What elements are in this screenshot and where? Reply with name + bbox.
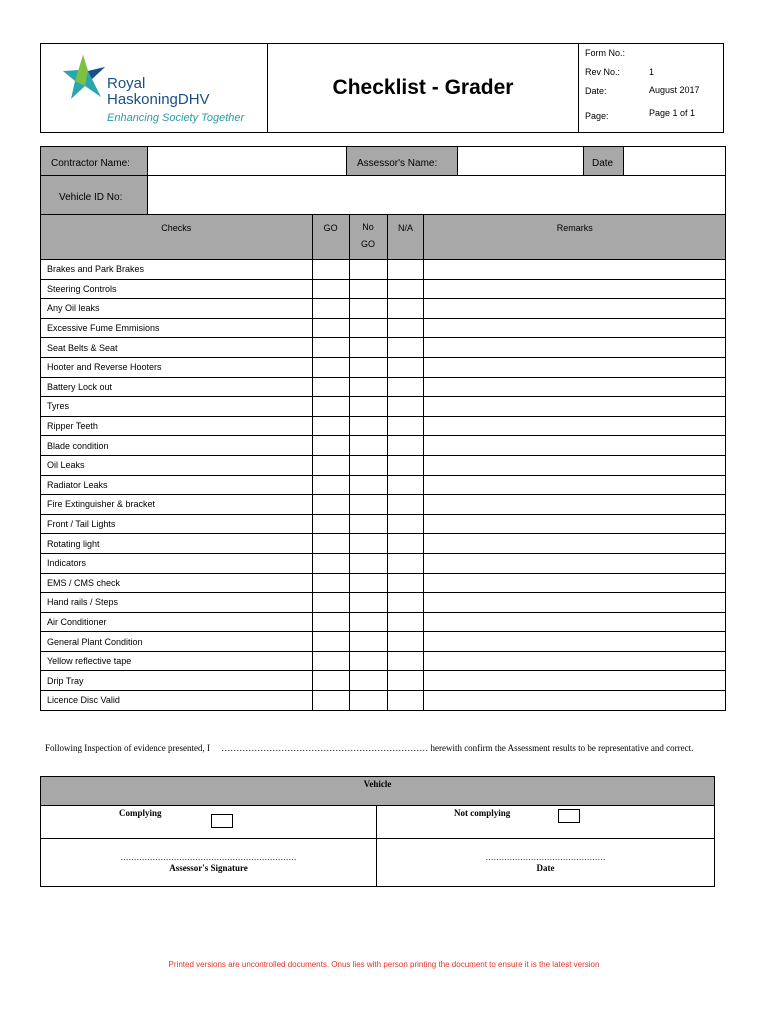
check-item-label: Rotating light [41, 534, 313, 554]
remarks-cell[interactable] [424, 455, 726, 475]
not-complying-label: Not complying [454, 808, 511, 818]
table-row [41, 377, 726, 397]
date-label-cell [583, 146, 624, 176]
table-row [41, 573, 726, 593]
na-cell[interactable] [387, 338, 424, 358]
remarks-cell[interactable] [424, 514, 726, 534]
go-cell[interactable] [312, 357, 349, 377]
remarks-cell[interactable] [424, 495, 726, 515]
na-cell[interactable] [387, 573, 424, 593]
table-row [41, 612, 726, 632]
remarks-cell[interactable] [424, 691, 726, 711]
no-go-cell[interactable] [349, 338, 387, 358]
go-cell[interactable] [312, 514, 349, 534]
no-go-cell[interactable] [349, 455, 387, 475]
check-item-label: Steering Controls [41, 279, 313, 299]
table-row [41, 299, 726, 319]
na-cell[interactable] [387, 377, 424, 397]
na-cell[interactable] [387, 671, 424, 691]
signature-date-label: Date [536, 863, 555, 873]
remarks-cell[interactable] [424, 299, 726, 319]
no-go-cell[interactable] [349, 651, 387, 671]
not-complying-cell [376, 805, 715, 839]
check-item-label: Excessive Fume Emmisions [41, 318, 313, 338]
vehicle-section-header [40, 776, 715, 806]
confirmation-name-blank[interactable]: …………………………………………………………… [221, 743, 429, 753]
contractor-name-field[interactable] [147, 146, 347, 176]
go-cell[interactable] [312, 299, 349, 319]
na-cell[interactable] [387, 455, 424, 475]
na-cell[interactable] [387, 495, 424, 515]
no-go-cell[interactable] [349, 495, 387, 515]
go-cell[interactable] [312, 651, 349, 671]
no-go-cell[interactable] [349, 416, 387, 436]
no-go-cell[interactable] [349, 534, 387, 554]
check-item-label: Any Oil leaks [41, 299, 313, 319]
assessor-name-field[interactable] [457, 146, 584, 176]
page-label: Page: [585, 111, 609, 121]
contractor-label-cell [40, 146, 148, 176]
signature-date-line[interactable]: ……………………………………… [485, 853, 606, 862]
no-go-cell[interactable] [349, 299, 387, 319]
signature-line[interactable]: ………………………………………………………… [120, 853, 297, 862]
go-cell[interactable] [312, 553, 349, 573]
uncontrolled-copy-note: Printed versions are uncontrolled documents. Onus lies with person printing the document to ensure it is the latest version [168, 960, 600, 969]
no-go-cell[interactable] [349, 318, 387, 338]
check-item-label: Battery Lock out [41, 377, 313, 397]
remarks-cell[interactable] [424, 416, 726, 436]
no-go-cell[interactable] [349, 553, 387, 573]
go-header: GO [312, 215, 349, 260]
no-go-cell[interactable] [349, 632, 387, 652]
star-logo-icon [61, 53, 107, 103]
remarks-cell[interactable] [424, 318, 726, 338]
na-header: N/A [387, 215, 424, 260]
check-item-label: General Plant Condition [41, 632, 313, 652]
rev-no-label: Rev No.: [585, 67, 621, 77]
table-row [41, 416, 726, 436]
rev-no-value: 1 [649, 67, 655, 77]
no-go-cell[interactable] [349, 612, 387, 632]
check-item-label: Hooter and Reverse Hooters [41, 357, 313, 377]
remarks-header: Remarks [424, 215, 726, 260]
document-title: Checklist - Grader [332, 76, 514, 99]
table-row [41, 534, 726, 554]
table-row [41, 279, 726, 299]
confirmation-text-end: herewith confirm the Assessment results to be representative and correct. [430, 743, 694, 753]
table-row [41, 436, 726, 456]
na-cell[interactable] [387, 651, 424, 671]
remarks-cell[interactable] [424, 632, 726, 652]
go-cell[interactable] [312, 475, 349, 495]
logo-company-text: HaskoningDHV [107, 91, 210, 108]
check-item-label: Front / Tail Lights [41, 514, 313, 534]
remarks-cell[interactable] [424, 436, 726, 456]
go-cell[interactable] [312, 436, 349, 456]
vehicle-id-label: Vehicle ID No: [59, 192, 123, 203]
signature-label: Assessor's Signature [169, 863, 248, 873]
remarks-cell[interactable] [424, 573, 726, 593]
assessor-signature-cell [40, 838, 377, 887]
no-go-cell[interactable] [349, 397, 387, 417]
na-cell[interactable] [387, 632, 424, 652]
check-item-label: Seat Belts & Seat [41, 338, 313, 358]
remarks-cell[interactable] [424, 397, 726, 417]
table-row [41, 455, 726, 475]
checklist-header-row [41, 215, 726, 260]
no-go-cell[interactable] [349, 260, 387, 280]
go-cell[interactable] [312, 593, 349, 613]
logo-tagline: Enhancing Society Together [107, 112, 245, 124]
check-item-label: EMS / CMS check [41, 573, 313, 593]
na-cell[interactable] [387, 416, 424, 436]
check-item-label: Blade condition [41, 436, 313, 456]
no-go-cell[interactable] [349, 514, 387, 534]
check-item-label: Air Conditioner [41, 612, 313, 632]
no-go-cell[interactable] [349, 593, 387, 613]
info-date-field[interactable] [623, 146, 726, 176]
go-cell[interactable] [312, 416, 349, 436]
go-cell[interactable] [312, 671, 349, 691]
table-row [41, 553, 726, 573]
check-item-label: Hand rails / Steps [41, 593, 313, 613]
date-value: August 2017 [649, 85, 700, 95]
na-cell[interactable] [387, 436, 424, 456]
go-cell[interactable] [312, 279, 349, 299]
confirmation-statement [45, 742, 721, 755]
confirmation-text-start: Following Inspection of evidence presented, I [45, 743, 210, 753]
go-cell[interactable] [312, 573, 349, 593]
check-item-label: Radiator Leaks [41, 475, 313, 495]
remarks-cell[interactable] [424, 612, 726, 632]
check-item-label: Yellow reflective tape [41, 651, 313, 671]
go-cell[interactable] [312, 260, 349, 280]
remarks-cell[interactable] [424, 475, 726, 495]
check-item-label: Indicators [41, 553, 313, 573]
na-cell[interactable] [387, 553, 424, 573]
na-cell[interactable] [387, 534, 424, 554]
na-cell[interactable] [387, 260, 424, 280]
no-go-cell[interactable] [349, 357, 387, 377]
table-row [41, 514, 726, 534]
na-cell[interactable] [387, 397, 424, 417]
complying-label: Complying [119, 808, 162, 818]
title-cell [268, 44, 579, 132]
remarks-cell[interactable] [424, 338, 726, 358]
remarks-cell[interactable] [424, 534, 726, 554]
remarks-cell[interactable] [424, 377, 726, 397]
check-item-label: Drip Tray [41, 671, 313, 691]
page-value: Page 1 of 1 [649, 108, 696, 118]
na-cell[interactable] [387, 475, 424, 495]
meta-cell [579, 44, 723, 132]
go-cell[interactable] [312, 534, 349, 554]
checks-header: Checks [41, 215, 313, 260]
table-row [41, 495, 726, 515]
not-complying-checkbox[interactable] [558, 809, 580, 823]
date-label: Date: [585, 86, 607, 96]
go-cell[interactable] [312, 632, 349, 652]
table-row [41, 475, 726, 495]
signature-date-cell [376, 838, 715, 887]
logo-cell [41, 44, 268, 132]
vehicle-title: Vehicle [363, 779, 392, 789]
go-cell[interactable] [312, 495, 349, 515]
table-row [41, 691, 726, 711]
remarks-cell[interactable] [424, 593, 726, 613]
complying-checkbox[interactable] [211, 814, 233, 828]
table-row [41, 260, 726, 280]
table-row [41, 318, 726, 338]
no-go-cell[interactable] [349, 377, 387, 397]
remarks-cell[interactable] [424, 553, 726, 573]
go-cell[interactable] [312, 455, 349, 475]
table-row [41, 357, 726, 377]
no-go-cell[interactable] [349, 691, 387, 711]
no-go-cell[interactable] [349, 573, 387, 593]
table-row [41, 397, 726, 417]
table-row [41, 651, 726, 671]
document-header [40, 43, 724, 133]
complying-cell [40, 805, 377, 839]
vehicle-id-field[interactable] [147, 175, 726, 215]
na-cell[interactable] [387, 279, 424, 299]
check-item-label: Brakes and Park Brakes [41, 260, 313, 280]
contractor-label: Contractor Name: [51, 158, 130, 169]
na-cell[interactable] [387, 357, 424, 377]
remarks-cell[interactable] [424, 279, 726, 299]
table-row [41, 338, 726, 358]
no-go-cell[interactable] [349, 475, 387, 495]
no-go-cell[interactable] [349, 436, 387, 456]
table-row [41, 593, 726, 613]
na-cell[interactable] [387, 299, 424, 319]
check-item-label: Fire Extinguisher & bracket [41, 495, 313, 515]
remarks-cell[interactable] [424, 260, 726, 280]
no-go-header: No GO [349, 215, 387, 260]
go-cell[interactable] [312, 612, 349, 632]
na-cell[interactable] [387, 318, 424, 338]
na-cell[interactable] [387, 612, 424, 632]
check-item-label: Oil Leaks [41, 455, 313, 475]
assessor-label: Assessor's Name: [357, 158, 438, 169]
na-cell[interactable] [387, 593, 424, 613]
logo-royal-text: Royal [107, 75, 146, 92]
table-row [41, 632, 726, 652]
na-cell[interactable] [387, 691, 424, 711]
go-cell[interactable] [312, 691, 349, 711]
no-go-cell[interactable] [349, 671, 387, 691]
go-cell[interactable] [312, 397, 349, 417]
go-cell[interactable] [312, 338, 349, 358]
table-row [41, 671, 726, 691]
check-item-label: Tyres [41, 397, 313, 417]
info-date-label: Date [592, 158, 614, 169]
checklist-table [40, 214, 726, 711]
na-cell[interactable] [387, 514, 424, 534]
remarks-cell[interactable] [424, 671, 726, 691]
remarks-cell[interactable] [424, 651, 726, 671]
go-cell[interactable] [312, 318, 349, 338]
remarks-cell[interactable] [424, 357, 726, 377]
no-go-cell[interactable] [349, 279, 387, 299]
assessor-label-cell [346, 146, 458, 176]
go-cell[interactable] [312, 377, 349, 397]
vehicle-id-label-cell [40, 175, 148, 215]
form-no-label: Form No.: [585, 48, 626, 58]
check-item-label: Licence Disc Valid [41, 691, 313, 711]
check-item-label: Ripper Teeth [41, 416, 313, 436]
